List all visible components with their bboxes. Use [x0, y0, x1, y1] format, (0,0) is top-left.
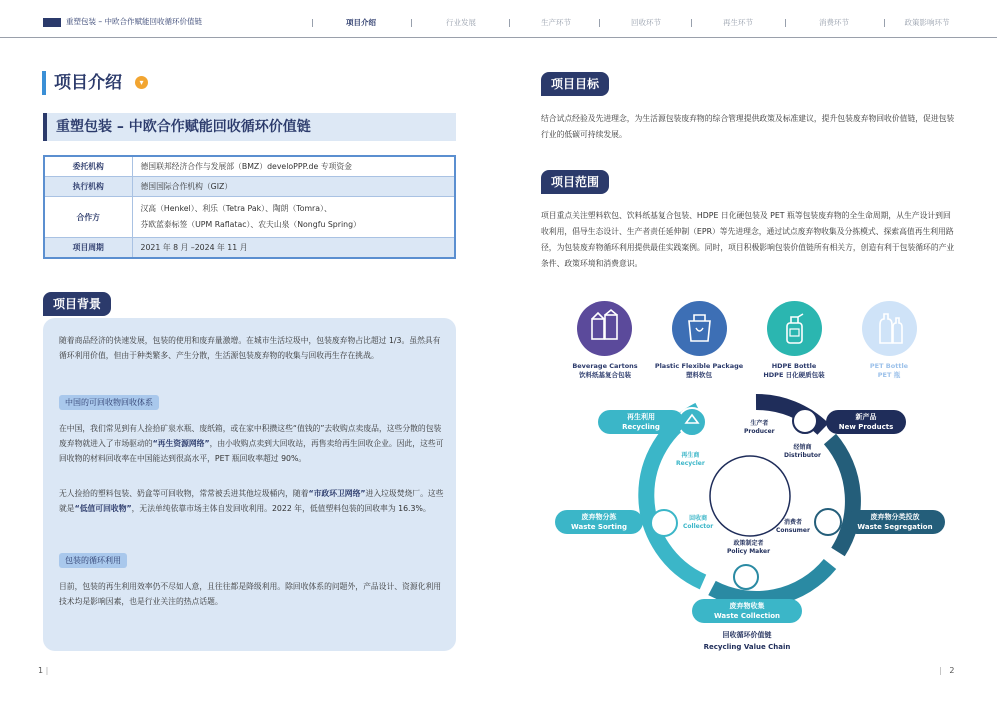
- recycling-paragraph: 目前，包装的再生利用效率仍不尽如人意，且往往都是降级利用。除回收体系的问题外，产品设计、资源化利用技术均是影响因素，也是行业关注的热点话题。: [59, 582, 442, 606]
- table-key: 执行机构: [44, 177, 132, 197]
- background-paragraph: 随着商品经济的快速发展，包装的使用和废弃量激增。在城市生活垃圾中，包装废弃物占比超过 1/3。虽然具有循环利用价值，但由于种类繁多、产生分散，生活源包装废弃物的收集与回收再生存在挑战。: [59, 336, 441, 360]
- stage-zh: 废弃物收集: [729, 602, 765, 610]
- stage-waste-sorting: [555, 510, 643, 534]
- stage-zh: 废弃物分类投放: [870, 513, 920, 521]
- table-row: [44, 177, 455, 197]
- actor-collector: [683, 515, 713, 531]
- packaging-recycling-tag: 包装的循环利用: [59, 553, 127, 568]
- diagram-caption: [697, 629, 797, 653]
- actor-policy-maker: [727, 540, 770, 556]
- actor-consumer: [776, 519, 810, 535]
- text-run: 进入垃圾焚烧厂。这些就是: [59, 489, 444, 513]
- table-value: [132, 197, 455, 238]
- chevron-down-icon: ▾: [135, 76, 148, 89]
- actor-en: Collector: [683, 523, 714, 530]
- pet-bottle-icon: [862, 301, 917, 356]
- flexible-package-icon: [672, 301, 727, 356]
- page-title: 项目介绍: [42, 71, 122, 95]
- pack-label-pet: [839, 362, 939, 380]
- stage-en: Waste Segregation: [857, 523, 933, 531]
- actor-producer: [744, 420, 775, 436]
- collector-node: [651, 510, 677, 536]
- pack-label-en: Plastic Flexible Package: [654, 362, 744, 370]
- stage-zh: 再生利用: [627, 413, 655, 421]
- text-run: ，由小收购点卖到大回收站，再售卖给再生回收企业。因此，这些可回收物的材料回收率在中国能达到很高水平，PET 瓶回收率超过 90%。: [59, 439, 444, 463]
- caption-zh: 回收循环价值链: [722, 631, 772, 639]
- nav-item-production[interactable]: 生产环节: [541, 18, 571, 27]
- nav-item-industry[interactable]: 行业发展: [446, 18, 476, 27]
- actor-en: Policy Maker: [727, 548, 771, 555]
- page-number: 1: [38, 666, 44, 675]
- table-key: 合作方: [44, 197, 132, 238]
- brand-mark: [43, 18, 61, 27]
- nav-item-intro[interactable]: 项目介绍: [346, 18, 376, 27]
- stage-new-products: [826, 410, 906, 434]
- pack-label-zh: 饮料纸基复合包装: [579, 371, 631, 379]
- producer-node: [793, 409, 817, 433]
- highlight-term: “低值可回收物”: [74, 504, 132, 513]
- ring-segment-collection: [712, 564, 830, 599]
- table-row: [44, 238, 455, 259]
- nav-item-policy[interactable]: 政策影响环节: [904, 18, 950, 27]
- table-row: [44, 197, 455, 238]
- actor-en: Producer: [744, 428, 775, 435]
- background-heading: 项目背景: [43, 292, 111, 316]
- section-nav: [300, 14, 960, 30]
- low-value-paragraph: [59, 486, 444, 516]
- hdpe-bottle-icon: [767, 301, 822, 356]
- table-row: [44, 156, 455, 177]
- page-number-right: [939, 666, 954, 675]
- actor-distributor: [784, 444, 821, 460]
- segregation-bins-icon: [815, 509, 841, 535]
- table-key: 委托机构: [44, 156, 132, 177]
- goal-paragraph: 结合试点经验及先进理念，为生活源包装废弃物的综合管理提供政策及标准建议，提升包装废弃物回收价值链，促进包装行业的低碳可持续发展。: [541, 114, 955, 139]
- actor-en: Consumer: [776, 527, 810, 534]
- page-separator: |: [939, 666, 942, 675]
- nav-item-recycling[interactable]: 再生环节: [723, 18, 753, 27]
- scope-heading: 项目范围: [541, 170, 609, 194]
- pack-label-zh: 塑料软包: [686, 371, 712, 379]
- text-run: ，无法单纯依靠市场主体自发回收利用。2022 年，低值塑料包装的回收率为 16.3%。: [131, 504, 431, 513]
- pack-label-en: HDPE Bottle: [771, 362, 817, 370]
- actor-en: Recycler: [676, 460, 705, 467]
- actor-recycler: [676, 452, 705, 468]
- highlight-term: “市政环卫网络”: [308, 489, 366, 498]
- collection-truck-icon: [734, 565, 758, 589]
- nav-item-collection[interactable]: 回收环节: [631, 18, 661, 27]
- china-system-paragraph: [59, 421, 444, 466]
- page-number-left: [38, 666, 48, 675]
- text-run: 在中国，我们常见到有人捡拾矿泉水瓶、废纸箱，或在家中积攒这些“值钱的”去收购点卖废品，这些分散的包装废弃物就进入了市场驱动的: [59, 424, 442, 448]
- project-info-table: [43, 155, 456, 259]
- pack-label-zh: PET 瓶: [877, 371, 901, 379]
- actor-zh: 回收商: [689, 515, 708, 522]
- scope-paragraph: 项目重点关注塑料软包、饮料纸基复合包装、HDPE 日化硬包装及 PET 瓶等包装废弃物的全生命周期，从生产设计到回收利用，倡导生态设计、生产者责任延伸制（EPR）等先进理念，通过试点废弃物收集及分拣模式、探索高值再生利用路径，为包装废弃物循环利用提供最佳实践案例。同时，项目积极影响包装价值链所有相关方，创造有利于包装循环的产业条件、政策环境和消费意识。: [541, 211, 955, 268]
- actor-zh: 政策制定者: [733, 540, 764, 547]
- doc-title: 重塑包装 – 中欧合作赋能回收循环价值链: [66, 17, 203, 26]
- page-number: 2: [949, 666, 955, 675]
- project-subtitle: 重塑包装 – 中欧合作赋能回收循环价值链: [43, 113, 456, 141]
- stage-en: Recycling: [622, 423, 660, 431]
- table-key: 项目周期: [44, 238, 132, 259]
- pack-label-cartons: [555, 362, 655, 380]
- stage-en: Waste Collection: [713, 612, 781, 620]
- nav-item-consumption[interactable]: 消费环节: [819, 18, 849, 27]
- pack-label-hdpe: [744, 362, 844, 380]
- stage-en: New Products: [838, 423, 894, 431]
- goal-heading: 项目目标: [541, 72, 609, 96]
- actor-zh: 再生商: [681, 452, 700, 459]
- text-run: 无人捡拾的塑料包装、奶盒等可回收物，常常被丢进其他垃圾桶内，随着: [59, 489, 309, 498]
- pack-label-en: PET Bottle: [869, 362, 909, 370]
- stage-recycling: [598, 410, 684, 434]
- stage-en: Waste Sorting: [571, 523, 627, 531]
- partners-line: 芬欧蓝泰标签（UPM Raflatac）、农夫山泉（Nongfu Spring）: [140, 220, 361, 229]
- actor-en: Distributor: [784, 452, 822, 459]
- highlight-term: “再生资源网络”: [152, 439, 210, 448]
- table-value: 德国国际合作机构（GIZ）: [132, 177, 455, 197]
- beverage-carton-icon: [577, 301, 632, 356]
- stage-waste-segregation: [845, 510, 945, 534]
- actor-zh: 消费者: [783, 519, 802, 526]
- stage-waste-collection: [692, 599, 802, 623]
- pack-label-en: Beverage Cartons: [572, 362, 638, 370]
- table-value: 德国联邦经济合作与发展部（BMZ）develoPPP.de 专项资金: [132, 156, 455, 177]
- actor-zh: 经销商: [793, 444, 812, 451]
- page-separator: |: [45, 666, 49, 675]
- stage-zh: 废弃物分拣: [581, 513, 617, 521]
- stage-zh: 新产品: [855, 413, 877, 421]
- pack-label-flexible: [649, 362, 749, 380]
- caption-en: Recycling Value Chain: [703, 643, 791, 651]
- recycling-system-tag: 中国的可回收物回收体系: [59, 395, 159, 410]
- top-header: [0, 0, 997, 38]
- table-value: 2021 年 8 月 –2024 年 11 月: [132, 238, 455, 259]
- partners-line: 汉高（Henkel）、利乐（Tetra Pak）、陶朗（Tomra）、: [140, 204, 332, 213]
- actor-zh: 生产者: [750, 420, 769, 427]
- pack-label-zh: HDPE 日化硬质包装: [763, 371, 825, 379]
